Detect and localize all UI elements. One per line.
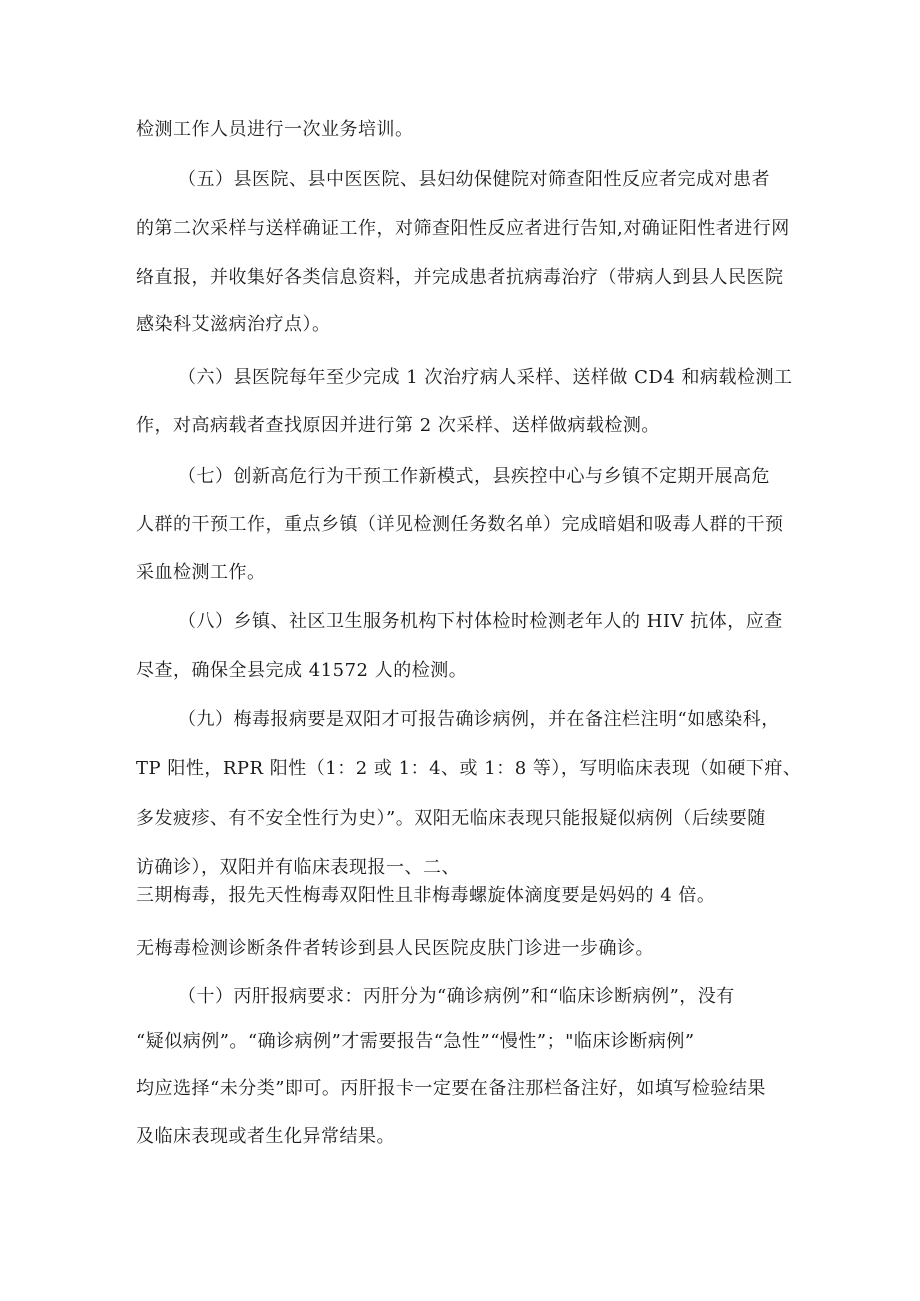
paragraph-6-line-1: （六）县医院每年至少完成 1 次治疗病人采样、送样做 CD4 和病载检测工 — [178, 367, 793, 388]
paragraph-9-line-4: 访确诊），双阳并有临床表现报一、二、 — [136, 857, 460, 878]
paragraph-9-line-3: 多发疲疹、有不安全性行为史）”。双阳无临床表现只能报疑似病例（后续要随 — [136, 808, 766, 829]
paragraph-10-line-1: （十）丙肝报病要求：丙肝分为“确诊病例”和“临床诊断病例”，没有 — [178, 986, 735, 1007]
paragraph-5-line-3: 络直报，并收集好各类信息资料，并完成患者抗病毒治疗（带病人到县人民医院 — [136, 267, 784, 288]
paragraph-8-line-1: （八）乡镇、社区卫生服务机构下村体检时检测老年人的 HIV 抗体，应查 — [178, 611, 783, 632]
paragraph-9-line-1: （九）梅毒报病要是双阳才可报告确诊病例，并在备注栏注明“如感染科， — [178, 709, 780, 730]
text-line-1: 检测工作人员进行一次业务培训。 — [136, 119, 414, 140]
paragraph-8-line-2: 尽查，确保全县完成 41572 人的检测。 — [136, 660, 468, 681]
paragraph-7-line-1: （七）创新高危行为干预工作新模式，县疾控中心与乡镇不定期开展高危 — [178, 466, 770, 487]
paragraph-5-line-1: （五）县医院、县中医医院、县妇幼保健院对筛查阳性反应者完成对患者 — [178, 169, 770, 190]
paragraph-7-line-3: 采血检测工作。 — [136, 562, 266, 583]
paragraph-5-line-4: 感染科艾滋病治疗点）。 — [136, 314, 331, 335]
paragraph-10-line-3: 均应选择“未分类”即可。丙肝报卡一定要在备注那栏备注好，如填写检验结果 — [136, 1078, 766, 1099]
paragraph-10-line-2: “疑似病例”。“确诊病例”才需要报告“急性”“慢性”；"临床诊断病例” — [136, 1031, 695, 1052]
paragraph-9-line-2: TP 阳性，RPR 阳性（1：2 或 1：4、或 1：8 等），写明临床表现（如硬下疳、 — [136, 758, 802, 779]
paragraph-5-line-2: 的第二次采样与送样确证工作，对筛查阳性反应者进行告知,对确证阳性者进行网 — [136, 218, 790, 239]
paragraph-10-line-4: 及临床表现或者生化异常结果。 — [136, 1126, 395, 1147]
paragraph-9-line-5: 三期梅毒，报先天性梅毒双阳性且非梅毒螺旋体滴度要是妈妈的 4 倍。 — [136, 885, 716, 906]
paragraph-6-line-2: 作，对高病载者查找原因并进行第 2 次采样、送样做病载检测。 — [136, 415, 660, 436]
paragraph-7-line-2: 人群的干预工作，重点乡镇（详见检测任务数名单）完成暗娼和吸毒人群的干预 — [136, 514, 784, 535]
paragraph-9-line-6: 无梅毒检测诊断条件者转诊到县人民医院皮肤门诊进一步确诊。 — [136, 938, 654, 959]
